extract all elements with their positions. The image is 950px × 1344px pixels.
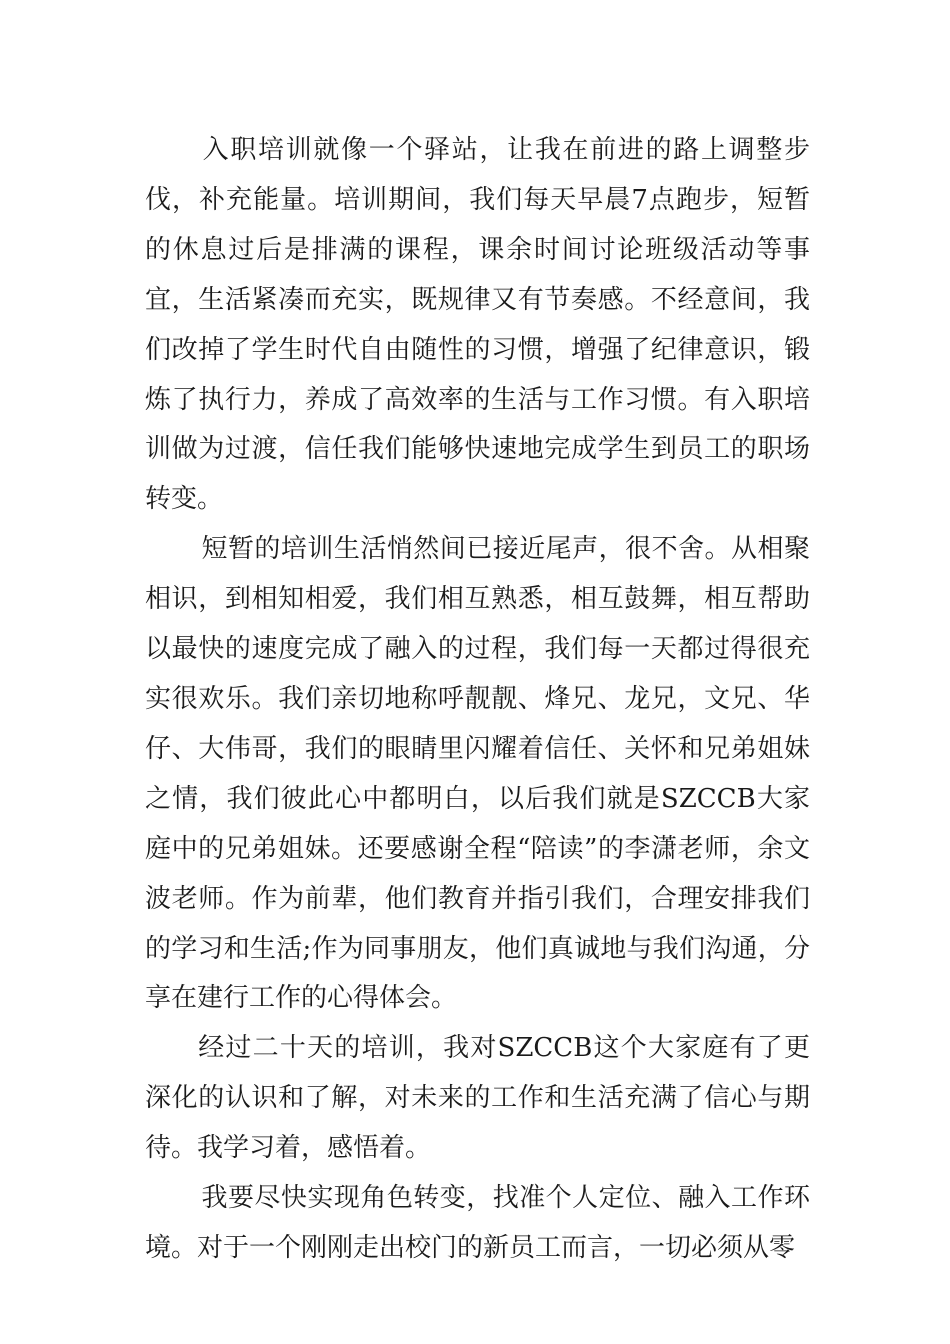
paragraph-1 [145, 126, 810, 525]
document-body [145, 126, 810, 1274]
paragraph-2 [145, 525, 810, 1024]
paragraph-4-text: 我要尽快实现角色转变，找准个人定位、融入工作环境。对于一个刚刚走出校门的新员工而言，一切必须从零 [145, 1183, 810, 1263]
paragraph-1-text: 入职培训就像一个驿站，让我在前进的路上调整步伐，补充能量。培训期间，我们每天早晨7点跑步，短暂的休息过后是排满的课程，课余时间讨论班级活动等事宜，生活紧凑而充实，既规律又有节奏感。不经意间，我们改掉了学生时代自由随性的习惯，增强了纪律意识，锻炼了执行力，养成了高效率的生活与工作习惯。有入职培训做为过渡，信任我们能够快速地完成学生到员工的职场转变。 [145, 135, 810, 515]
paragraph-4 [145, 1174, 810, 1274]
paragraph-3 [145, 1024, 810, 1174]
paragraph-3-text: 经过二十天的培训，我对SZCCB这个大家庭有了更深化的认识和了解，对未来的工作和生活充满了信心与期待。我学习着，感悟着。 [145, 1033, 810, 1164]
paragraph-2-text: 短暂的培训生活悄然间已接近尾声，很不舍。从相聚相识，到相知相爱，我们相互熟悉，相互鼓舞，相互帮助以最快的速度完成了融入的过程，我们每一天都过得很充实很欢乐。我们亲切地称呼靓靓、烽兄、龙兄，文兄、华仔、大伟哥，我们的眼睛里闪耀着信任、关怀和兄弟姐妹之情，我们彼此心中都明白，以后我们就是SZCCB大家庭中的兄弟姐妹。还要感谢全程“陪读”的李潇老师，余文波老师。作为前辈，他们教育并指引我们，合理安排我们的学习和生活;作为同事朋友，他们真诚地与我们沟通，分享在建行工作的心得体会。 [145, 534, 810, 1014]
